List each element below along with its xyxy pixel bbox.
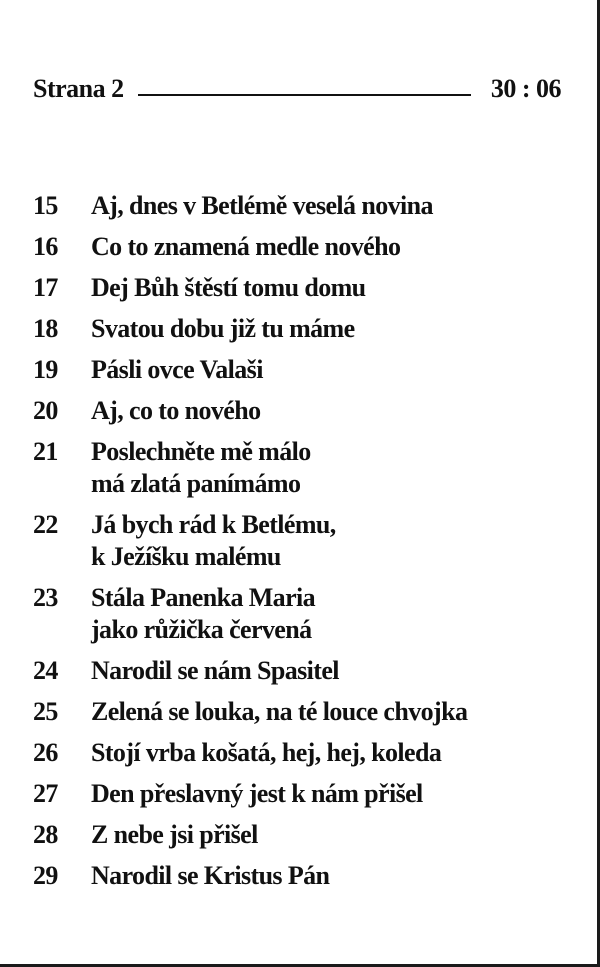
track-title-line: Aj, dnes v Betlémě veselá novina bbox=[91, 191, 433, 220]
track-title bbox=[91, 395, 573, 427]
track-title-line: Dej Bůh štěstí tomu domu bbox=[91, 273, 366, 302]
track-title bbox=[91, 696, 573, 728]
track-number: 18 bbox=[33, 314, 58, 343]
track-title-line: Já bych rád k Betlému, bbox=[91, 510, 336, 539]
track-item bbox=[33, 582, 573, 646]
track-item bbox=[33, 190, 573, 222]
track-title-line: Stála Panenka Maria bbox=[91, 583, 316, 612]
track-title-line: k Ježíšku malému bbox=[91, 542, 281, 571]
track-item bbox=[33, 436, 573, 500]
track-title bbox=[91, 655, 573, 687]
track-title bbox=[91, 509, 573, 573]
side-duration: 30 : 06 bbox=[490, 74, 561, 103]
track-title-line: Svatou dobu již tu máme bbox=[91, 314, 355, 343]
track-title-line: Narodil se Kristus Pán bbox=[91, 861, 330, 890]
track-item bbox=[33, 272, 573, 304]
track-title-line: Co to znamená medle nového bbox=[91, 232, 401, 261]
track-number: 17 bbox=[33, 273, 58, 302]
track-item bbox=[33, 696, 573, 728]
track-number: 27 bbox=[33, 779, 58, 808]
track-title-line: Z nebe jsi přišel bbox=[91, 820, 258, 849]
track-title bbox=[91, 231, 573, 263]
track-number: 16 bbox=[33, 232, 58, 261]
track-item bbox=[33, 737, 573, 769]
track-number: 25 bbox=[33, 697, 58, 726]
track-number: 22 bbox=[33, 510, 58, 539]
track-item bbox=[33, 778, 573, 810]
track-title-line: jako růžička červená bbox=[91, 615, 312, 644]
side-label: Strana 2 bbox=[33, 74, 124, 103]
track-title bbox=[91, 819, 573, 851]
track-title bbox=[91, 354, 573, 386]
track-list bbox=[33, 190, 573, 901]
track-item bbox=[33, 655, 573, 687]
track-title-line: Poslechněte mě málo bbox=[91, 437, 311, 466]
track-number: 28 bbox=[33, 820, 58, 849]
track-title-line: Pásli ovce Valaši bbox=[91, 355, 263, 384]
track-title bbox=[91, 582, 573, 646]
track-number: 19 bbox=[33, 355, 58, 384]
track-number: 20 bbox=[33, 396, 58, 425]
track-number: 24 bbox=[33, 656, 58, 685]
track-number: 15 bbox=[33, 191, 58, 220]
track-title bbox=[91, 272, 573, 304]
track-item bbox=[33, 395, 573, 427]
side-header bbox=[33, 64, 561, 104]
track-item bbox=[33, 860, 573, 892]
track-title bbox=[91, 737, 573, 769]
track-title bbox=[91, 778, 573, 810]
track-title-line: Den přeslavný jest k nám přišel bbox=[91, 779, 423, 808]
track-number: 21 bbox=[33, 437, 58, 466]
track-title-line: Narodil se nám Spasitel bbox=[91, 656, 339, 685]
track-number: 29 bbox=[33, 861, 58, 890]
track-title-line: Zelená se louka, na té louce chvojka bbox=[91, 697, 468, 726]
track-item bbox=[33, 354, 573, 386]
track-item bbox=[33, 509, 573, 573]
track-title bbox=[91, 313, 573, 345]
track-title bbox=[91, 860, 573, 892]
track-title-line: Stojí vrba košatá, hej, hej, koleda bbox=[91, 738, 442, 767]
track-number: 26 bbox=[33, 738, 58, 767]
track-number: 23 bbox=[33, 583, 58, 612]
track-item bbox=[33, 231, 573, 263]
header-rule bbox=[138, 94, 471, 96]
track-item bbox=[33, 819, 573, 851]
track-item bbox=[33, 313, 573, 345]
track-title-line: Aj, co to nového bbox=[91, 396, 261, 425]
track-title-line: má zlatá panímámo bbox=[91, 469, 301, 498]
track-title bbox=[91, 190, 573, 222]
track-title bbox=[91, 436, 573, 500]
